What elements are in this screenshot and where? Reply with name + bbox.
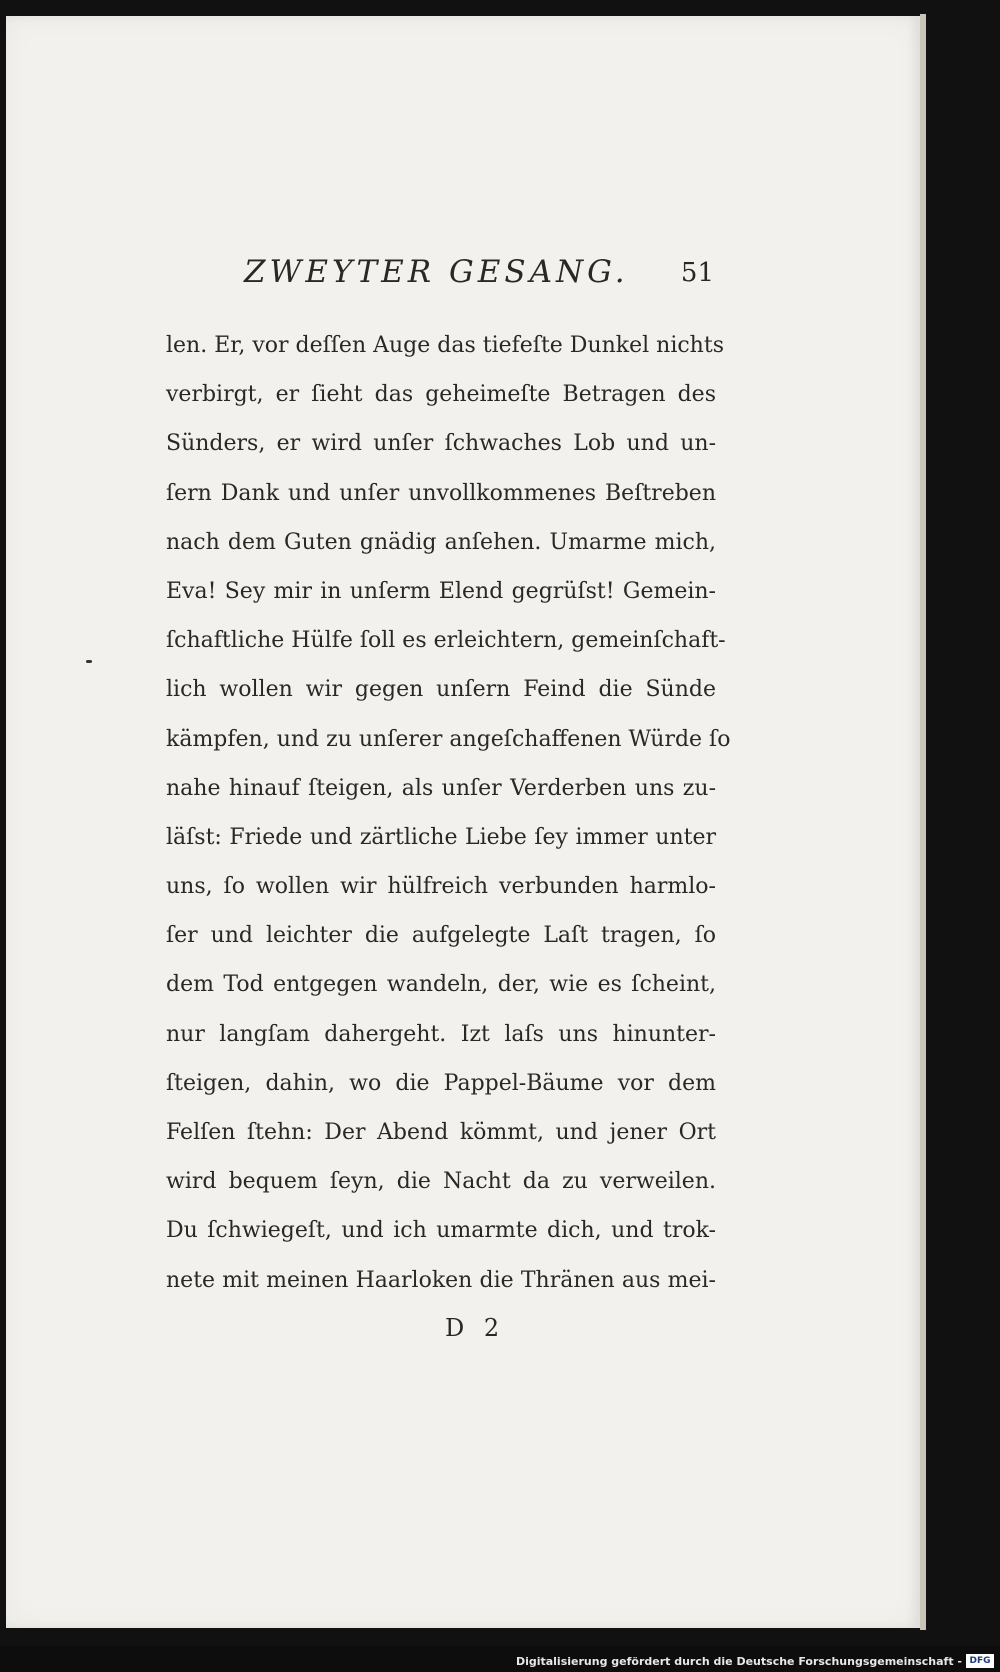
text-line: nur langſam dahergeht. Izt laſs uns hinunter- xyxy=(166,1021,716,1047)
ink-speck xyxy=(86,660,92,663)
digitization-credit: Digitalisierung gefördert durch die Deutsche Forschungsgemeinschaft - xyxy=(515,1655,962,1668)
text-line: ſchaftliche Hülfe ſoll es erleichtern, gemeinſchaft- xyxy=(166,628,726,654)
body-text xyxy=(166,327,731,1311)
text-line: uns, ſo wollen wir hülfreich verbunden harmlo- xyxy=(166,874,716,900)
text-line: Sünders, er wird unſer ſchwaches Lob und un- xyxy=(166,431,716,457)
dfg-logo-icon: DFG xyxy=(966,1654,994,1668)
text-line: kämpfen, und zu unſerer angeſchaffenen Würde ſo xyxy=(166,726,731,752)
text-line: läſst: Friede und zärtliche Liebe ſey immer unter xyxy=(166,824,716,850)
text-line: nete mit meinen Haarloken die Thränen aus mei- xyxy=(166,1267,716,1293)
text-line: lich wollen wir gegen unſern Feind die Sünde xyxy=(166,677,716,703)
text-line: ſer und leichter die aufgelegte Laſt tragen, ſo xyxy=(166,923,716,949)
text-line: Eva! Sey mir in unſerm Elend gegrüſst! Gemein- xyxy=(166,578,716,604)
text-line: dem Tod entgegen wandeln, der, wie es ſcheint, xyxy=(166,972,716,998)
text-line: Du ſchwiegeſt, und ich umarmte dich, und trok- xyxy=(166,1218,716,1244)
text-line: nach dem Guten gnädig anſehen. Umarme mich, xyxy=(166,529,716,555)
running-head xyxy=(244,254,714,294)
text-line: len. Er, vor deſſen Auge das tiefeſte Dunkel nichts xyxy=(166,333,724,358)
text-line: nahe hinauf ſteigen, als unſer Verderben uns zu- xyxy=(166,775,716,801)
page-number: 51 xyxy=(680,258,714,288)
running-title: ZWEYTER GESANG. xyxy=(244,254,629,290)
text-line: ſern Dank und unſer unvollkommenes Beſtreben xyxy=(166,480,716,506)
footer-bar xyxy=(0,1646,1000,1672)
text-line: verbirgt, er ſieht das geheimeſte Betragen des xyxy=(166,382,716,408)
text-line: ſteigen, dahin, wo die Pappel-Bäume vor dem xyxy=(166,1070,716,1096)
text-line: wird bequem ſeyn, die Nacht da zu verweilen. xyxy=(166,1169,716,1195)
signature-mark: D 2 xyxy=(445,1314,506,1342)
page-edge xyxy=(920,14,926,1630)
text-line: Felſen ſtehn: Der Abend kömmt, und jener Ort xyxy=(166,1120,716,1145)
